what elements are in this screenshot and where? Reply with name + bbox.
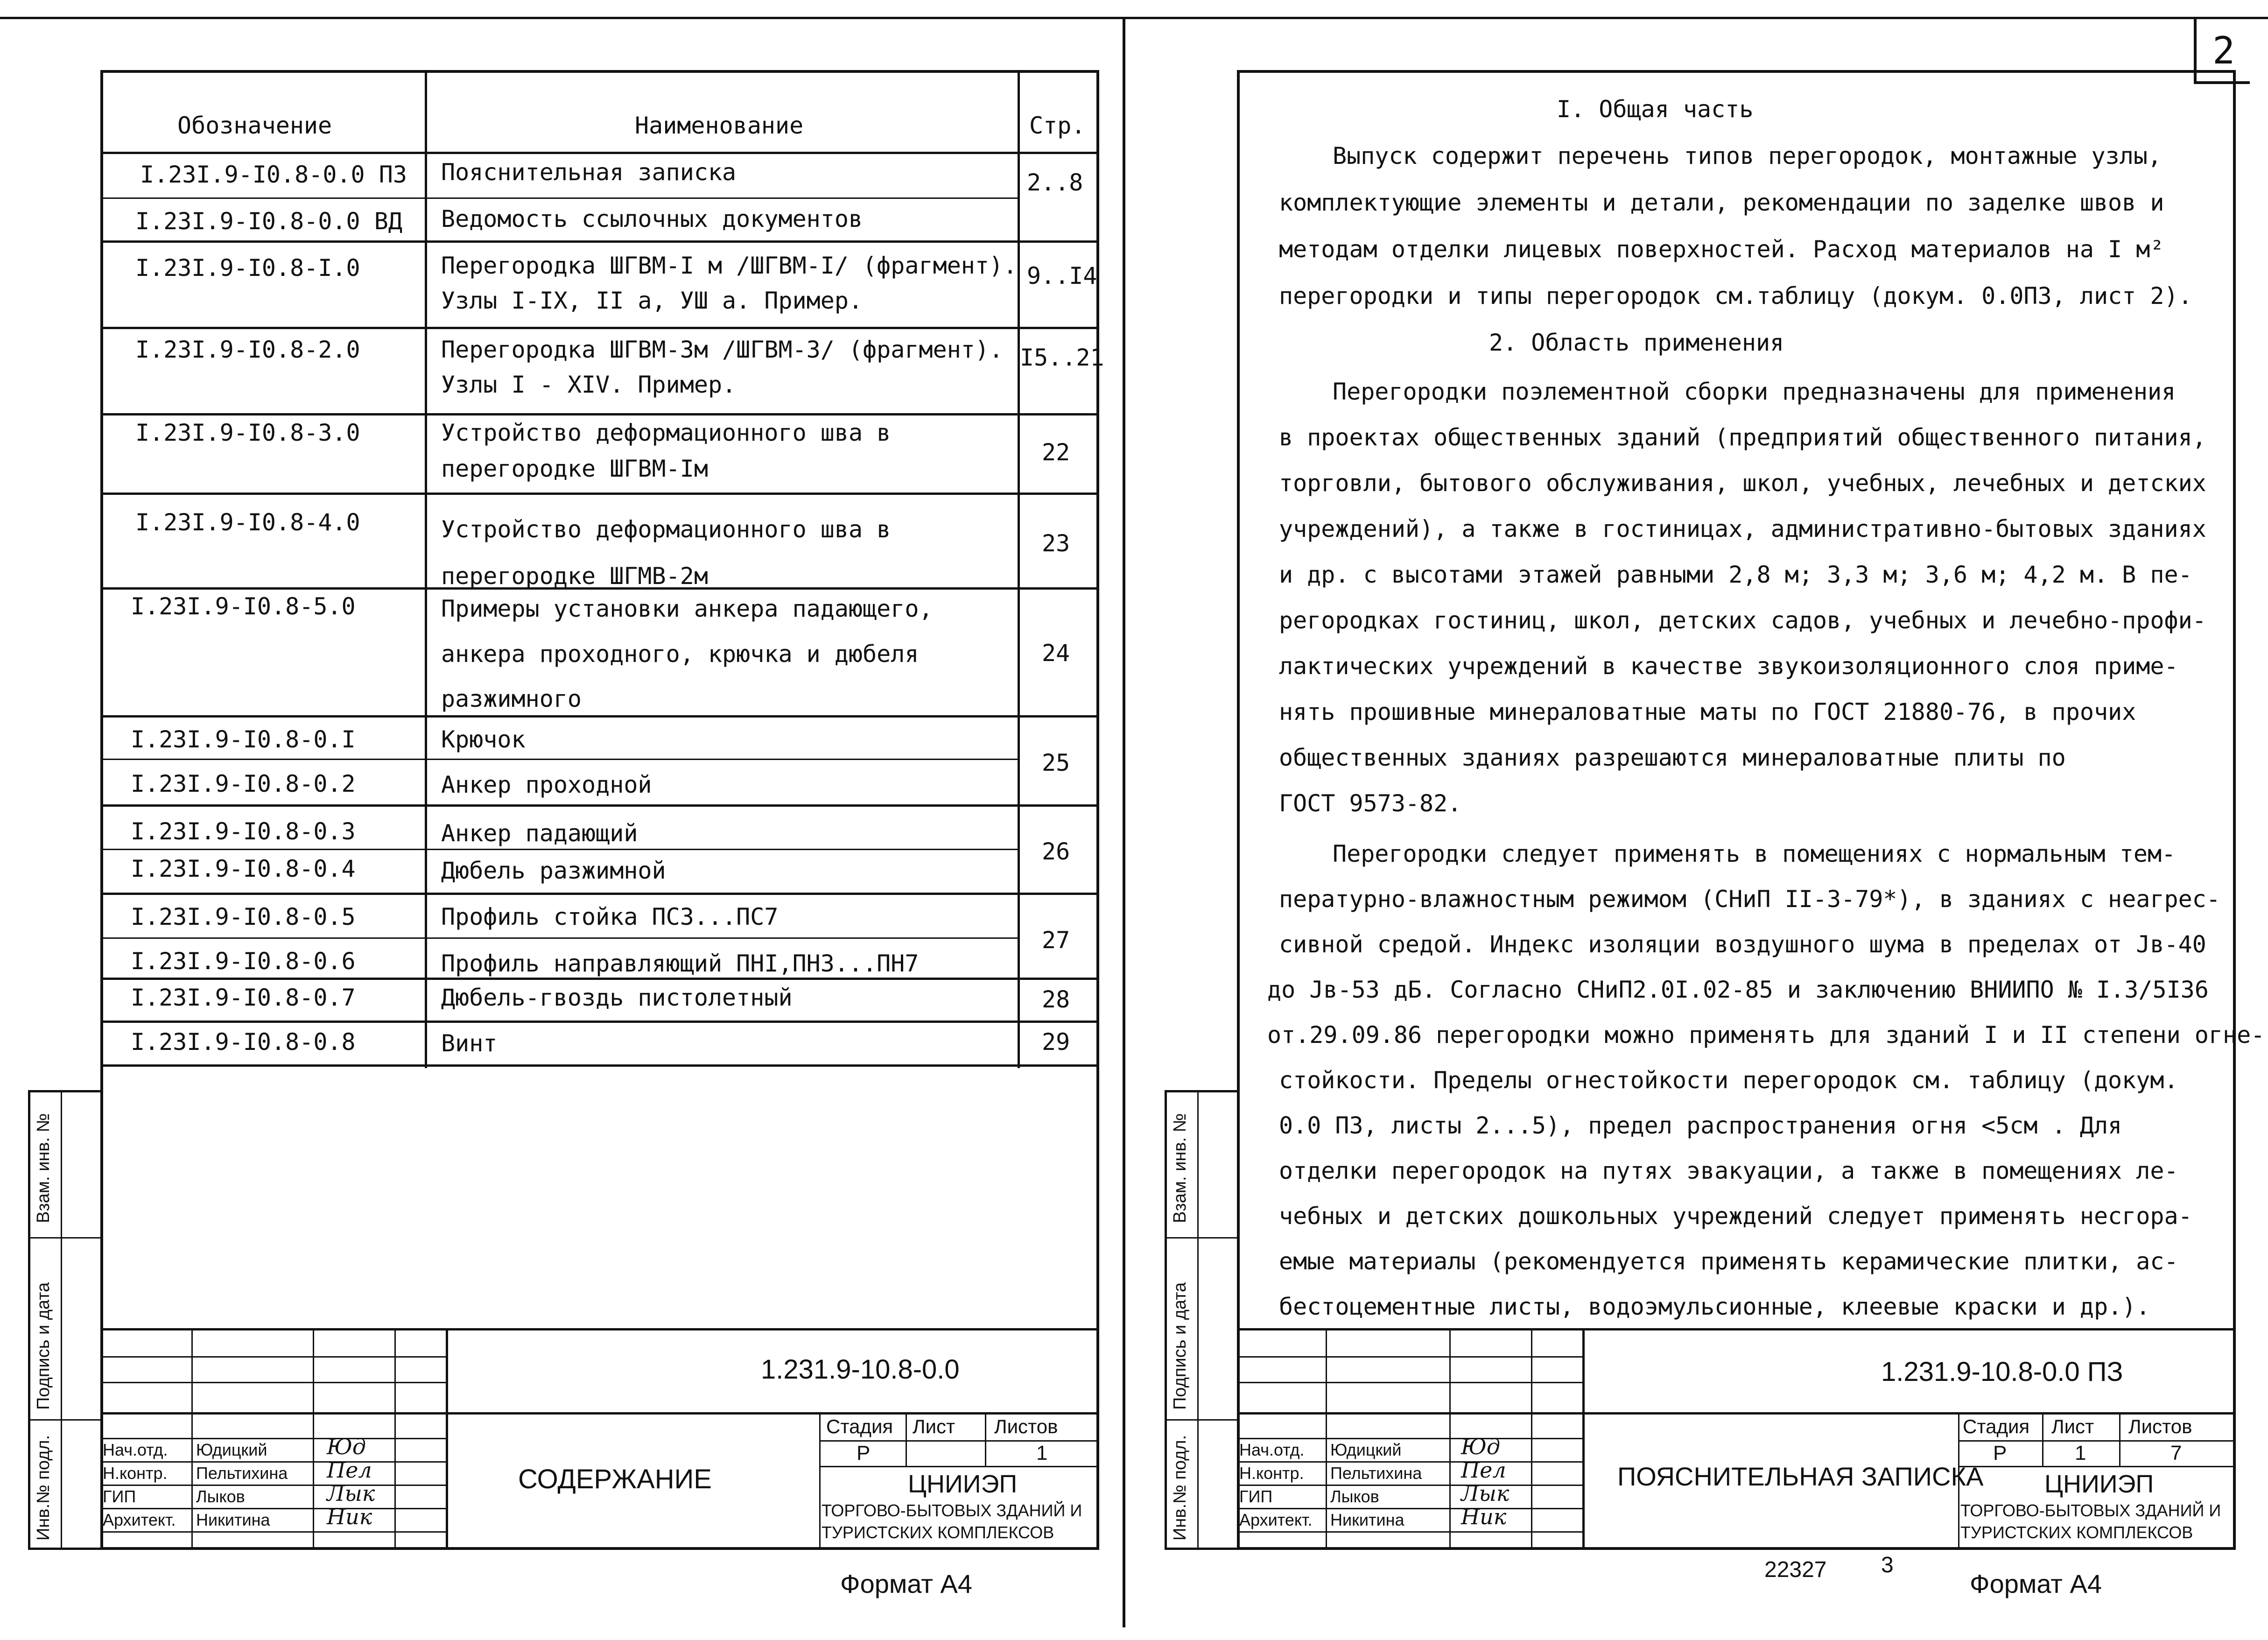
row-name: перегородке ШГМВ-2м [441, 563, 708, 590]
paragraph-line: Перегородки следует применять в помещениях с нормальным тем- [1333, 840, 2176, 867]
left-stamp-rule [100, 1382, 448, 1383]
person-signature: Ник [327, 1504, 372, 1529]
paragraph-line: общественных зданиях разрешаются минераловатные плиты по [1279, 744, 2066, 771]
row-designation: I.23I.9-I0.8-3.0 [135, 419, 360, 446]
paragraph-line: до Jв-53 дБ. Согласно СНиП2.0I.02-85 и заключению ВНИИПО № I.3/5I36 [1267, 976, 2209, 1003]
paragraph-line: Перегородки поэлементной сборки предназначены для применения [1333, 378, 2176, 405]
left-stamp-title: СОДЕРЖАНИЕ [518, 1464, 712, 1494]
paragraph-line: перегородки и типы перегородок см.таблицу (докум. 0.0ПЗ, лист 2). [1279, 282, 2192, 310]
row-page: 28 [1042, 986, 1070, 1013]
person-signature: Лык [1461, 1481, 1510, 1506]
row-designation: I.23I.9-I0.8-0.3 [131, 818, 356, 845]
left-stamp-col [819, 1412, 821, 1550]
person-name: Юдицкий [1330, 1440, 1402, 1459]
row-page: 27 [1042, 927, 1070, 954]
left-stage-label: Стадия [826, 1415, 893, 1437]
row-rule [100, 327, 1099, 329]
paragraph-line: регородках гостиниц, школ, детских садов, учебных и лечебно-профи- [1279, 607, 2206, 634]
paragraph-line: лактических учреждений в качестве звукоизоляционного слоя приме- [1279, 653, 2178, 680]
left-stamp-col [394, 1328, 396, 1550]
paragraph-line: чебных и детских дошкольных учреждений следует применять несгора- [1279, 1203, 2192, 1230]
person-signature: Ник [1461, 1504, 1507, 1529]
left-stamp-rule [100, 1508, 448, 1509]
row-page: 25 [1042, 749, 1070, 776]
right-org-name: ЦНИИЭП [2044, 1470, 2154, 1498]
row-rule [100, 240, 1099, 243]
left-format-label: Формат А4 [840, 1569, 972, 1598]
row-name: Примеры установки анкера падающего, [441, 595, 933, 622]
row-designation: I.23I.9-I0.8-0.2 [131, 770, 356, 797]
row-rule [100, 759, 1019, 760]
side-label-sign-date: Подпись и дата [34, 1282, 53, 1410]
person-name: Юдицкий [196, 1440, 267, 1459]
row-name: Перегородка ШГВМ-3м /ШГВМ-3/ (фрагмент). [441, 336, 1004, 363]
right-stamp-rule [1237, 1382, 1585, 1383]
left-stamp-col [446, 1328, 448, 1550]
person-name: Пельтихина [196, 1464, 288, 1483]
col-header-designation: Обозначение [177, 112, 332, 139]
left-sheets-label: Листов [994, 1415, 1058, 1437]
right-stamp-rule [1237, 1508, 1585, 1509]
row-rule [100, 849, 1019, 850]
right-sheets-value: 7 [2170, 1442, 2182, 1464]
row-rule [100, 978, 1099, 980]
row-name: Профиль направляющий ПНI,ПН3...ПН7 [441, 950, 919, 977]
paragraph-line: методам отделки лицевых поверхностей. Расход материалов на I м² [1279, 236, 2164, 263]
row-page: 2..8 [1027, 169, 1083, 196]
row-designation: I.23I.9-I0.8-0.8 [131, 1028, 356, 1056]
row-name: Устройство деформационного шва в [441, 516, 891, 543]
right-stage-value: Р [1993, 1442, 2007, 1464]
right-org-line: ТУРИСТСКИХ КОМПЛЕКСОВ [1960, 1523, 2193, 1542]
person-role: Архитект. [1239, 1510, 1313, 1529]
archive-copy: 3 [1881, 1553, 1894, 1577]
person-role: Нач.отд. [103, 1440, 168, 1459]
right-stamp-col [1531, 1328, 1532, 1550]
paragraph-line: стойкости. Пределы огнестойкости перегородок см. таблицу (докум. [1279, 1067, 2178, 1094]
right-stamp-col [1582, 1328, 1585, 1550]
left-col-divider-1 [425, 70, 427, 1068]
right-stamp-rule [1237, 1356, 1585, 1358]
person-name: Никитина [1330, 1510, 1404, 1529]
left-stamp-col [985, 1412, 986, 1466]
row-name: Узлы I - XIV. Пример. [441, 371, 737, 398]
row-rule [100, 413, 1099, 415]
left-stamp-top [100, 1328, 1099, 1330]
person-role: Архитект. [103, 1510, 176, 1529]
row-designation: I.23I.9-I0.8-2.0 [135, 336, 360, 363]
page-top-rule [0, 17, 2268, 19]
paragraph-line: сивной средой. Индекс изоляции воздушного шума в пределах от Jв-40 [1279, 931, 2206, 958]
row-name: Узлы I-IX, II а, УШ а. Пример. [441, 287, 863, 314]
row-name: перегородке ШГВМ-Iм [441, 455, 708, 482]
row-name: Устройство деформационного шва в [441, 419, 891, 446]
left-stamp-mid [100, 1412, 1099, 1415]
paragraph-line: Выпуск содержит перечень типов перегородок, монтажные узлы, [1333, 142, 2162, 169]
paragraph-line: емые материалы (рекомендуется применять керамические плитки, ас- [1279, 1248, 2178, 1275]
left-stage-value: Р [857, 1442, 871, 1464]
person-signature: Пел [1461, 1457, 1506, 1483]
left-stamp-code: 1.231.9-10.8-0.0 [761, 1354, 960, 1385]
row-designation: I.23I.9-I0.8-0.4 [131, 855, 356, 882]
person-name: Лыков [196, 1487, 245, 1506]
row-designation: I.23I.9-I0.8-4.0 [135, 509, 360, 536]
paragraph-line: в проектах общественных зданий (предприятий общественного питания, [1279, 424, 2206, 451]
left-stamp-rule [100, 1461, 448, 1463]
row-page: 22 [1042, 439, 1070, 466]
section-heading-scope: 2. Область применения [1489, 329, 1784, 356]
row-name: Анкер падающий [441, 820, 638, 847]
person-signature: Юд [1461, 1434, 1501, 1459]
paragraph-line: комплектующие элементы и детали, рекомендации по заделке швов и [1279, 189, 2164, 216]
left-header-rule [100, 152, 1099, 154]
right-sheet-value: 1 [2075, 1442, 2086, 1464]
page-number: 2 [2212, 29, 2235, 72]
left-sheet-label: Лист [913, 1415, 955, 1437]
side-label-inv-orig: Инв.№ подл. [34, 1435, 53, 1541]
paragraph-line: ГОСТ 9573-82. [1279, 790, 1462, 817]
side-strip-rule [1165, 1419, 1237, 1421]
right-sheets-label: Листов [2128, 1415, 2192, 1437]
row-designation: I.23I.9-I0.8-0.6 [131, 948, 356, 975]
left-col-divider-2 [1018, 70, 1020, 1068]
row-designation: I.23I.9-I0.8-5.0 [131, 593, 356, 620]
right-stamp-rule [1237, 1461, 1585, 1463]
row-name: разжимного [441, 685, 582, 712]
left-stamp-rule [100, 1438, 448, 1439]
person-role: Н.контр. [1239, 1464, 1304, 1483]
right-stamp-col [2042, 1412, 2043, 1466]
row-rule [100, 197, 1019, 199]
left-stamp-col [313, 1328, 314, 1550]
row-page: I5..21 [1020, 344, 1104, 371]
side-label-replace-inv: Взам. инв. № [1170, 1113, 1190, 1223]
row-rule [100, 804, 1099, 807]
row-designation: I.23I.9-I0.8-0.5 [131, 903, 356, 930]
side-label-sign-date: Подпись и дата [1170, 1282, 1190, 1410]
row-designation: I.23I.9-I0.8-0.7 [131, 984, 356, 1011]
row-rule [100, 1064, 1099, 1067]
right-sheet-label: Лист [2051, 1415, 2094, 1437]
left-org-line: ТОРГОВО-БЫТОВЫХ ЗДАНИЙ И [822, 1501, 1082, 1520]
person-name: Лыков [1330, 1487, 1379, 1506]
center-fold-line [1123, 17, 1125, 1627]
right-format-label: Формат А4 [1970, 1569, 2102, 1598]
row-rule [100, 1021, 1099, 1023]
paragraph-line: пературно-влажностным режимом (СНиП II-3-79*), в зданиях с неагрес- [1279, 886, 2220, 913]
right-stamp-title: ПОЯСНИТЕЛЬНАЯ ЗАПИСКА [1617, 1462, 1984, 1491]
row-page: 29 [1042, 1028, 1070, 1056]
row-page: 26 [1042, 838, 1070, 865]
side-strip-rule [1165, 1237, 1237, 1239]
left-stamp-col [191, 1328, 193, 1550]
row-rule [100, 715, 1099, 718]
row-page: 24 [1042, 640, 1070, 667]
row-rule [100, 937, 1019, 939]
right-stage-label: Стадия [1963, 1415, 2030, 1437]
right-stamp-top [1237, 1328, 2236, 1330]
right-stamp-mid [1237, 1412, 2236, 1415]
person-signature: Юд [327, 1434, 366, 1459]
right-stamp-rule [1237, 1485, 1585, 1486]
left-stamp-rule [100, 1485, 448, 1486]
person-signature: Лык [327, 1481, 375, 1506]
row-name: Перегородка ШГВМ-I м /ШГВМ-I/ (фрагмент). [441, 252, 1018, 279]
person-role: ГИП [103, 1487, 136, 1506]
row-rule [100, 893, 1099, 895]
paragraph-line: от.29.09.86 перегородки можно применять для зданий I и II степени огне- [1267, 1021, 2265, 1049]
row-designation: I.23I.9-I0.8-0.0 ПЗ [140, 161, 407, 188]
row-page: 9..I4 [1027, 262, 1097, 289]
right-stamp-rule [1237, 1531, 1585, 1533]
row-name: Дюбель разжимной [441, 857, 666, 884]
row-rule [100, 493, 1099, 495]
paragraph-line: учреждений), а также в гостиницах, административно-бытовых зданиях [1279, 515, 2206, 542]
person-name: Никитина [196, 1510, 270, 1529]
side-label-replace-inv: Взам. инв. № [34, 1113, 53, 1223]
row-name: Крючок [441, 726, 526, 753]
paragraph-line: торговли, бытового обслуживания, школ, учебных, лечебных и детских [1279, 470, 2206, 497]
side-strip-divider [61, 1090, 62, 1550]
row-name: Ведомость ссылочных документов [441, 205, 863, 232]
col-header-name: Наименование [635, 112, 804, 139]
archive-number: 22327 [1764, 1557, 1827, 1582]
left-sheets-value: 1 [1036, 1442, 1048, 1464]
person-role: Нач.отд. [1239, 1440, 1305, 1459]
paragraph-line: 0.0 ПЗ, листы 2...5), предел распространения огня <5см . Для [1279, 1112, 2122, 1139]
left-org-line: ТУРИСТСКИХ КОМПЛЕКСОВ [822, 1523, 1054, 1542]
left-stamp-rule [100, 1356, 448, 1358]
side-strip-divider [1197, 1090, 1199, 1550]
left-org-name: ЦНИИЭП [908, 1470, 1018, 1498]
person-role: ГИП [1239, 1487, 1273, 1506]
row-designation: I.23I.9-I0.8-0.I [131, 726, 356, 753]
right-stamp-rule [1237, 1438, 1585, 1439]
side-strip-rule [28, 1419, 100, 1421]
side-label-inv-orig: Инв.№ подл. [1170, 1435, 1190, 1541]
person-signature: Пел [327, 1457, 372, 1483]
row-name: Анкер проходной [441, 771, 652, 798]
paragraph-line: и др. с высотами этажей равными 2,8 м; 3,3 м; 3,6 м; 4,2 м. В пе- [1279, 561, 2192, 588]
col-header-page: Стр. [1029, 112, 1086, 139]
row-name: Профиль стойка ПС3...ПС7 [441, 903, 779, 930]
row-name: Дюбель-гвоздь пистолетный [441, 984, 793, 1011]
right-stamp-col [1326, 1328, 1327, 1550]
person-role: Н.контр. [103, 1464, 168, 1483]
side-strip-rule [28, 1237, 100, 1239]
right-stamp-rule [1958, 1466, 2236, 1467]
person-name: Пельтихина [1330, 1464, 1422, 1483]
row-name: анкера проходного, крючка и дюбеля [441, 641, 919, 668]
row-page: 23 [1042, 530, 1070, 557]
right-stamp-code: 1.231.9-10.8-0.0 ПЗ [1881, 1357, 2123, 1387]
left-stamp-rule [819, 1466, 1099, 1467]
row-designation: I.23I.9-I0.8-I.0 [135, 254, 360, 282]
row-name: Пояснительная записка [441, 159, 737, 186]
right-stamp-col [1449, 1328, 1451, 1550]
section-heading-general: I. Общая часть [1557, 96, 1754, 123]
left-stamp-col [906, 1412, 907, 1466]
paragraph-line: нять прошивные минераловатные маты по ГОСТ 21880-76, в прочих [1279, 698, 2136, 725]
right-org-line: ТОРГОВО-БЫТОВЫХ ЗДАНИЙ И [1960, 1501, 2221, 1520]
paragraph-line: отделки перегородок на путях эвакуации, а также в помещениях ле- [1279, 1157, 2178, 1184]
row-name: Винт [441, 1030, 498, 1057]
paragraph-line: бестоцементные листы, водоэмульсионные, клеевые краски и др.). [1279, 1293, 2150, 1320]
right-stamp-col [2119, 1412, 2121, 1466]
left-stamp-rule [100, 1531, 448, 1533]
row-designation: I.23I.9-I0.8-0.0 ВД [135, 208, 402, 235]
